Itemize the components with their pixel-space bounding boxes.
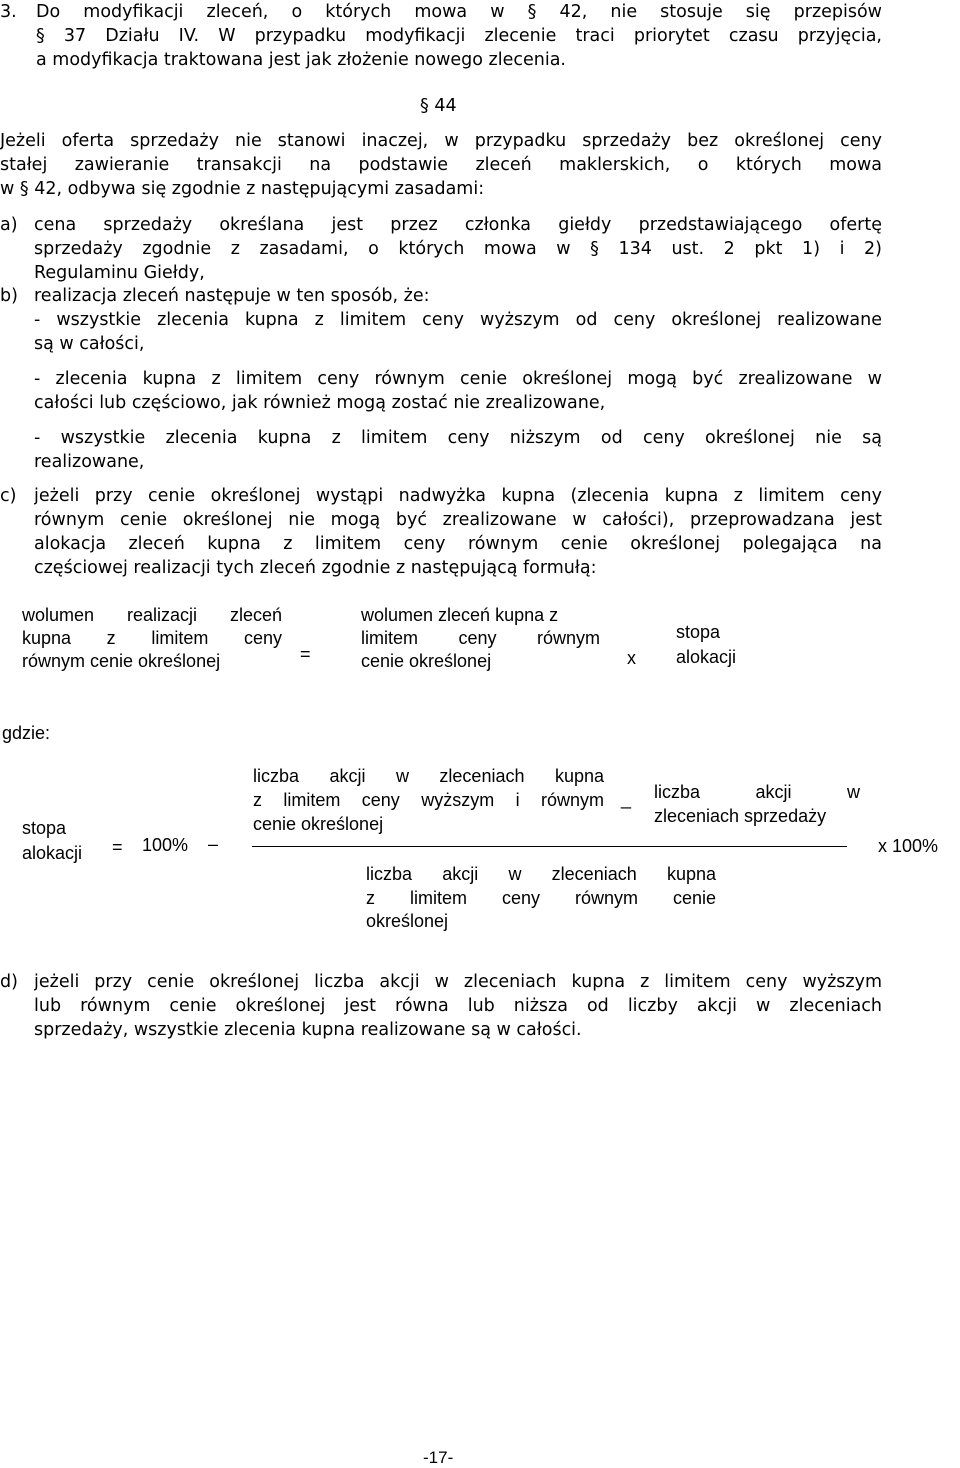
point-c-line2: równym cenie określonej nie mogą być zrealizowane w całości), przeprowadzana jest xyxy=(34,510,882,530)
point-c-line3: alokacja zleceń kupna z limitem ceny równym cenie określonej polegająca na xyxy=(34,534,882,554)
point-a-line2: sprzedaży zgodnie z zasadami, o których mowa w § 134 ust. 2 pkt 1) i 2) xyxy=(34,239,882,259)
formula1-mid-line1: wolumen zleceń kupna z xyxy=(361,605,559,625)
formula1-right-line2: alokacji xyxy=(676,647,737,667)
point-b-line1: realizacja zleceń następuje w ten sposób, że: xyxy=(34,286,430,306)
point-a-line1: cena sprzedaży określana jest przez członka giełdy przedstawiającego ofertę xyxy=(34,215,882,235)
formula2-equals: = xyxy=(112,837,123,857)
point-b-marker: b) xyxy=(0,286,18,306)
formula2-num-a-line1: liczba akcji w zleceniach kupna xyxy=(253,766,604,786)
formula1-times: x xyxy=(627,648,636,668)
point-a-line3: Regulaminu Giełdy, xyxy=(34,263,205,283)
point-a-marker: a) xyxy=(0,215,18,235)
formula2-num-a-line2: z limitem ceny wyższym i równym xyxy=(253,790,604,810)
gdzie-label: gdzie: xyxy=(2,723,51,743)
formula2-num-a-line3: cenie określonej xyxy=(253,814,384,834)
point-c-line1: jeżeli przy cenie określonej wystąpi nadwyżka kupna (zlecenia kupna z limitem ceny xyxy=(34,486,882,506)
intro-line1: Jeżeli oferta sprzedaży nie stanowi inaczej, w przypadku sprzedaży bez określonej ceny xyxy=(0,131,882,151)
item3-line3: a modyfikacja traktowana jest jak złożenie nowego zlecenia. xyxy=(36,50,566,70)
formula2-minus1: – xyxy=(208,834,219,854)
formula2-num-b-line2: zleceniach sprzedaży xyxy=(654,806,827,826)
formula2-minus2: _ xyxy=(621,789,632,809)
formula2-lhs-line2: alokacji xyxy=(22,843,83,863)
intro-line3: w § 42, odbywa się zgodnie z następującymi zasadami: xyxy=(0,179,485,199)
formula1-mid-line2: limitem ceny równym xyxy=(361,628,600,648)
section-heading: § 44 xyxy=(420,96,457,116)
formula2-hundred: 100% xyxy=(142,835,189,855)
point-d-line1: jeżeli przy cenie określonej liczba akcji w zleceniach kupna z limitem ceny wyższym xyxy=(34,972,882,992)
formula2-den-line3: określonej xyxy=(366,911,449,931)
point-b-dash3-line2: realizowane, xyxy=(34,452,145,472)
formula1-left-line1: wolumen realizacji zleceń xyxy=(22,605,282,625)
item3-line1: Do modyfikacji zleceń, o których mowa w § 42, nie stosuje się przepisów xyxy=(36,2,882,22)
item3-number: 3. xyxy=(0,2,17,22)
formula1-equals: = xyxy=(300,644,311,664)
point-d-line2: lub równym cenie określonej jest równa lub niższa od liczby akcji w zleceniach xyxy=(34,996,882,1016)
fraction-bar xyxy=(252,846,847,847)
formula2-den-line1: liczba akcji w zleceniach kupna xyxy=(366,864,716,884)
formula1-right-line1: stopa xyxy=(676,622,721,642)
formula1-left-line2: kupna z limitem ceny xyxy=(22,628,282,648)
formula1-left-line3: równym cenie określonej xyxy=(22,651,221,671)
formula2-num-b-line1: liczba akcji w xyxy=(654,782,860,802)
formula2-times-hundred: x 100% xyxy=(878,836,939,856)
point-c-line4: częściowej realizacji tych zleceń zgodnie z następującą formułą: xyxy=(34,558,597,578)
formula2-den-line2: z limitem ceny równym cenie xyxy=(366,888,716,908)
point-b-dash2-line2: całości lub częściowo, jak również mogą zostać nie zrealizowane, xyxy=(34,393,606,413)
point-b-dash1-line2: są w całości, xyxy=(34,334,145,354)
point-b-dash2-line1: - zlecenia kupna z limitem ceny równym cenie określonej mogą być zrealizowane w xyxy=(34,369,882,389)
formula1-mid-line3: cenie określonej xyxy=(361,651,492,671)
point-d-marker: d) xyxy=(0,972,18,992)
point-b-dash1-line1: - wszystkie zlecenia kupna z limitem ceny wyższym od ceny określonej realizowane xyxy=(34,310,882,330)
page-number: -17- xyxy=(423,1448,454,1467)
item3-line2: § 37 Działu IV. W przypadku modyfikacji zlecenie traci priorytet czasu przyjęcia, xyxy=(36,26,882,46)
point-c-marker: c) xyxy=(0,486,17,506)
formula2-lhs-line1: stopa xyxy=(22,818,67,838)
point-b-dash3-line1: - wszystkie zlecenia kupna z limitem ceny niższym od ceny określonej nie są xyxy=(34,428,882,448)
intro-line2: stałej zawieranie transakcji na podstawie zleceń maklerskich, o których mowa xyxy=(0,155,882,175)
point-d-line3: sprzedaży, wszystkie zlecenia kupna realizowane są w całości. xyxy=(34,1020,582,1040)
